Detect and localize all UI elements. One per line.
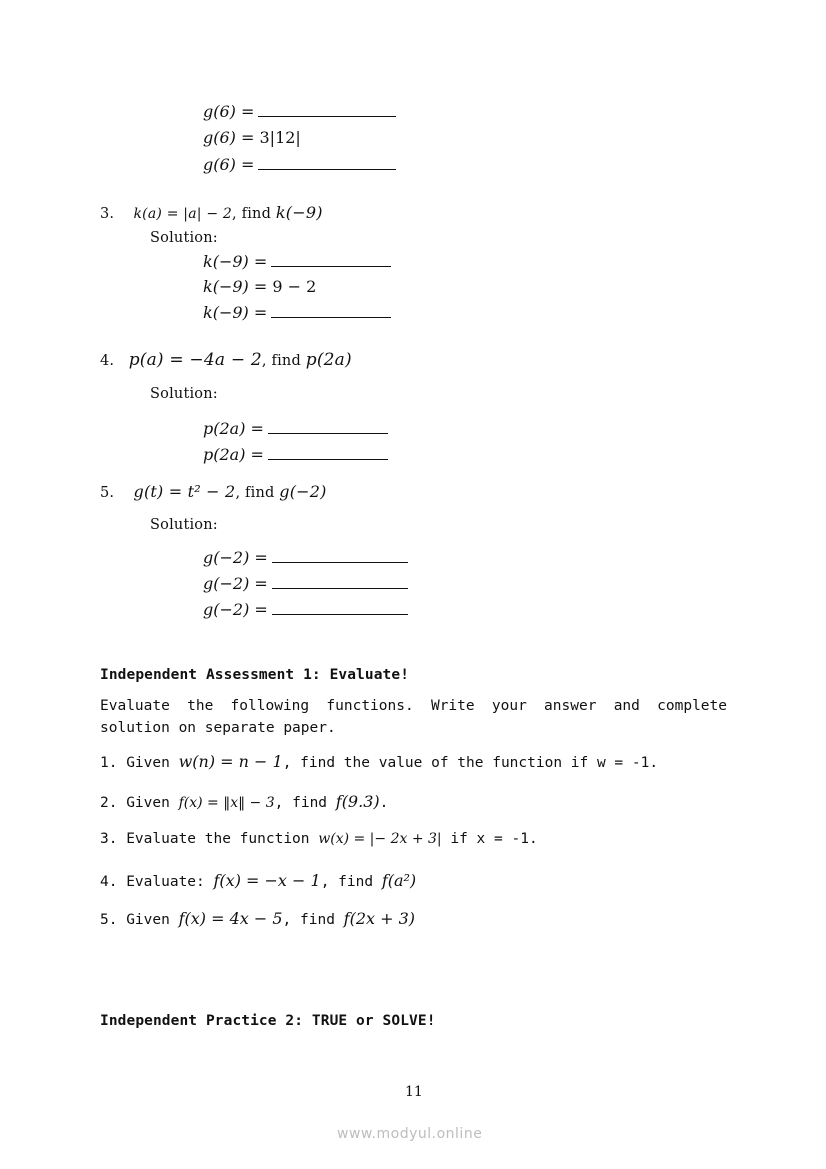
- solution-label: Solution:: [150, 230, 218, 246]
- solution-line: k(−9) =: [203, 252, 391, 271]
- top-line-2: g(6) = 3|12|: [203, 128, 301, 147]
- practice-heading: Independent Practice 2: TRUE or SOLVE!: [100, 1013, 436, 1029]
- answer-blank: [258, 155, 396, 170]
- solution-line: p(2a) =: [203, 445, 388, 464]
- top-line-3: g(6) =: [203, 155, 396, 174]
- assessment-item-2: 2. Given f(x) = ‖x‖ − 3, find f(9.3).: [100, 792, 389, 811]
- problem-3: 3. k(a) = |a| − 2, find k(−9): [100, 203, 323, 222]
- solution-line: g(−2) =: [203, 548, 408, 567]
- top-line-1: g(6) =: [203, 102, 396, 121]
- assessment-item-5: 5. Given f(x) = 4x − 5, find f(2x + 3): [100, 909, 416, 928]
- answer-blank: [272, 600, 408, 615]
- answer-blank: [271, 303, 391, 318]
- assessment-item-4: 4. Evaluate: f(x) = −x − 1, find f(a²): [100, 871, 417, 890]
- assessment-item-3: 3. Evaluate the function w(x) = |− 2x + 3| if x = -1.: [100, 831, 538, 847]
- solution-line: g(−2) =: [203, 574, 408, 593]
- solution-line: p(2a) =: [203, 419, 388, 438]
- answer-blank: [272, 548, 408, 563]
- solution-label: Solution:: [150, 517, 218, 533]
- problem-4: 4. p(a) = −4a − 2, find p(2a): [100, 350, 352, 370]
- watermark-text: www.modyul.online: [337, 1126, 483, 1142]
- answer-blank: [268, 419, 388, 434]
- answer-blank: [272, 574, 408, 589]
- solution-line: g(−2) =: [203, 600, 408, 619]
- solution-line: k(−9) = 9 − 2: [203, 277, 317, 296]
- assessment-heading: Independent Assessment 1: Evaluate!: [100, 667, 410, 683]
- assessment-item-1: 1. Given w(n) = n − 1, find the value of the function if w = -1.: [100, 752, 659, 771]
- answer-blank: [271, 252, 391, 267]
- solution-label: Solution:: [150, 386, 218, 402]
- solution-line: k(−9) =: [203, 303, 391, 322]
- assessment-instructions: Evaluate the following functions. Write your answer and complete solution on separate paper.: [100, 698, 727, 736]
- page-number: 11: [405, 1084, 423, 1100]
- answer-blank: [258, 102, 396, 117]
- answer-blank: [268, 445, 388, 460]
- problem-5: 5. g(t) = t² − 2, find g(−2): [100, 482, 327, 501]
